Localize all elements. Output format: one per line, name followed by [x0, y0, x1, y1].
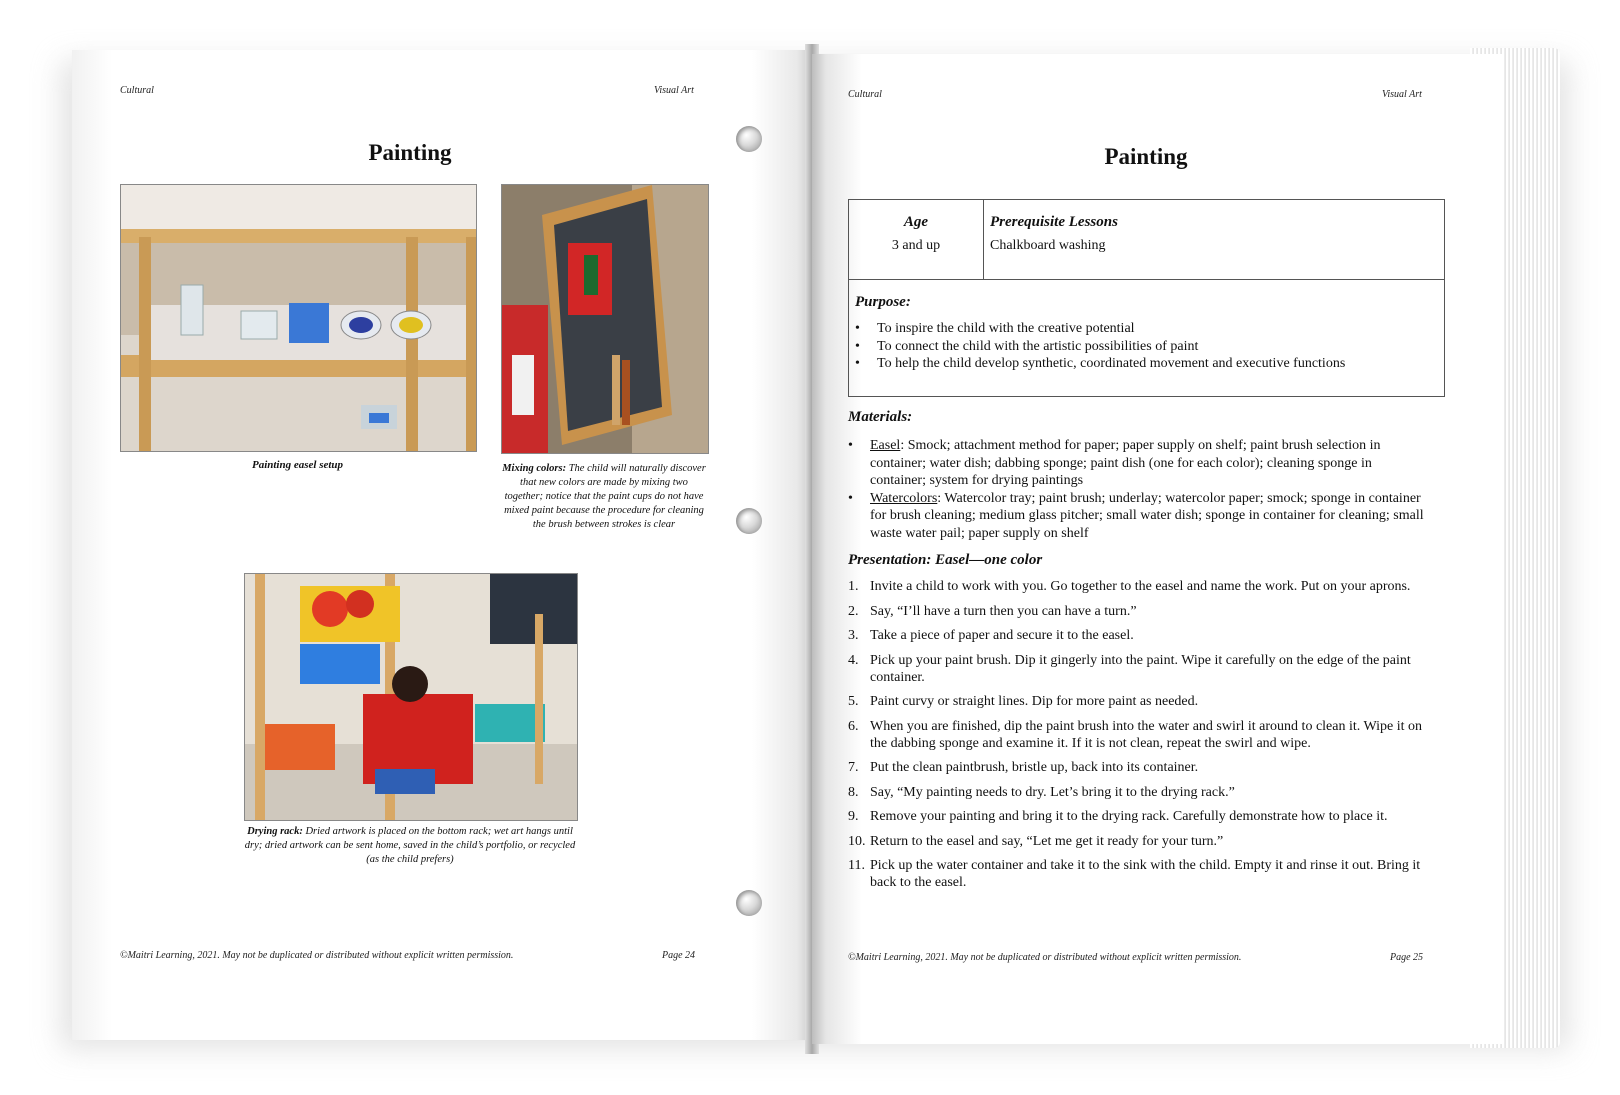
step-item [848, 603, 1438, 620]
step-text: Paint curvy or straight lines. Dip for more paint as needed. [870, 694, 1199, 709]
photo1-caption-text: Painting easel setup [251, 459, 344, 471]
photo2-caption-text: The child will naturally discover that new colors are made by mixing two together; notice that the paint cups do not have mixed paint because the procedure for cleaning the brush between strokes is clear [504, 463, 706, 530]
purpose-item: • To help the child develop synthetic, coordinated movement and executive functions [855, 355, 1435, 373]
age-cell [849, 200, 984, 280]
step-text: Pick up your paint brush. Dip it gingerly into the paint. Wipe it carefully on the edge of the paint container. [870, 652, 1411, 685]
step-item [848, 808, 1438, 825]
step-number: 4. [848, 652, 859, 668]
step-number: 10. [848, 833, 866, 849]
right-header-subject: Visual Art [1382, 89, 1422, 100]
step-text: Take a piece of paper and secure it to the easel. [870, 628, 1134, 643]
purpose-list [855, 320, 1435, 373]
prerequisite-label: Prerequisite Lessons [990, 214, 1118, 230]
step-item [848, 759, 1438, 776]
right-header-section: Cultural [848, 89, 882, 100]
step-number: 7. [848, 760, 859, 775]
step-text: Say, “I’ll have a turn then you can have a turn.” [870, 603, 1137, 619]
lesson-info-table [848, 199, 1445, 397]
left-header-subject: Visual Art [654, 85, 694, 96]
step-text: Say, “My painting needs to dry. Let’s bring it to the drying rack.” [870, 784, 1235, 800]
photo-easel-setup [120, 184, 477, 452]
right-page [812, 54, 1502, 1044]
right-page-title: Painting [1104, 144, 1188, 169]
purpose-label: Purpose: [855, 294, 911, 310]
purpose-item: • To inspire the child with the creative potential [855, 320, 1435, 338]
age-label: Age [903, 214, 929, 230]
step-text: Return to the easel and say, “Let me get it ready for your turn.” [870, 833, 1224, 849]
step-item [848, 718, 1438, 752]
age-value: 3 and up [891, 238, 941, 253]
step-text: Invite a child to work with you. Go together to the easel and name the work. Put on your aprons. [870, 579, 1411, 594]
step-item [848, 857, 1438, 891]
step-item [848, 652, 1438, 686]
presentation-heading: Presentation: Easel—one color [848, 552, 1043, 568]
step-number: 6. [848, 718, 859, 734]
photo-mixing-colors [501, 184, 709, 454]
step-number: 2. [848, 603, 859, 619]
step-item [848, 578, 1438, 595]
photo3-caption-bold: Drying rack: [247, 826, 303, 837]
left-header-section: Cultural [120, 85, 154, 96]
photo-mixing-colors-caption [501, 462, 707, 532]
photo-drying-rack-caption [244, 825, 576, 867]
binder-hole [736, 508, 762, 534]
left-page-title: Painting [368, 140, 452, 165]
step-item [848, 693, 1438, 710]
materials-item-name: Watercolors [870, 490, 938, 506]
purpose-item: • To connect the child with the artistic possibilities of paint [855, 338, 1435, 356]
binder-hole [736, 890, 762, 916]
binder-hole [736, 126, 762, 152]
step-number: 8. [848, 784, 859, 800]
materials-list [848, 437, 1428, 542]
left-footer-page-number: Page 24 [662, 950, 696, 961]
materials-item-text: : Watercolor tray; paint brush; underlay; watercolor paper; smock; sponge in container for brush cleaning; medium glass pitcher; small water dish; sponge in container for cleaning; small waste water pail; paper supply on shelf [870, 490, 1424, 541]
step-item [848, 833, 1438, 850]
materials-heading: Materials: [848, 409, 913, 425]
prerequisite-value: Chalkboard washing [990, 238, 1106, 253]
photo3-caption-text: Dried artwork is placed on the bottom rack; wet art hangs until dry; dried artwork can be sent home, saved in the child’s portfolio, or recycled (as the child prefers) [244, 826, 576, 865]
step-number: 9. [848, 809, 859, 824]
step-number: 3. [848, 628, 859, 643]
materials-item-watercolors [848, 490, 1428, 543]
photo-drying-rack [244, 573, 578, 821]
left-page [72, 50, 812, 1040]
materials-item-name: Easel [870, 438, 901, 453]
right-footer-copyright: ©Maitri Learning, 2021. May not be duplicated or distributed without explicit written permission. [848, 952, 1242, 963]
step-number: 5. [848, 694, 859, 709]
materials-item-easel [848, 437, 1428, 490]
step-text: Remove your painting and bring it to the drying rack. Carefully demonstrate how to place it. [870, 809, 1388, 824]
step-item [848, 627, 1438, 644]
step-text: When you are finished, dip the paint brush into the water and swirl it around to clean it. Wipe it on the dabbing sponge and examine it. If it is not clean, repeat the swirl and wipe. [870, 718, 1423, 751]
right-footer-page-number: Page 25 [1390, 952, 1424, 963]
photo-easel-setup-caption [120, 458, 475, 472]
step-text: Put the clean paintbrush, bristle up, back into its container. [870, 760, 1199, 775]
step-item [848, 784, 1438, 801]
presentation-steps [848, 578, 1438, 899]
step-text: Pick up the water container and take it to the sink with the child. Empty it and rinse it out. Bring it back to the easel. [870, 858, 1421, 890]
materials-item-text: : Smock; attachment method for paper; paper supply on shelf; paint brush selection in container; water dish; dabbing sponge; paint dish (one for each color); cleaning sponge in container; system for drying paintings [870, 438, 1381, 488]
step-number: 1. [848, 579, 859, 594]
step-number: 11. [848, 858, 865, 873]
prerequisite-cell [984, 200, 1444, 280]
left-footer-copyright: ©Maitri Learning, 2021. May not be duplicated or distributed without explicit written permission. [120, 950, 514, 961]
photo2-caption-bold: Mixing colors: [502, 463, 567, 474]
